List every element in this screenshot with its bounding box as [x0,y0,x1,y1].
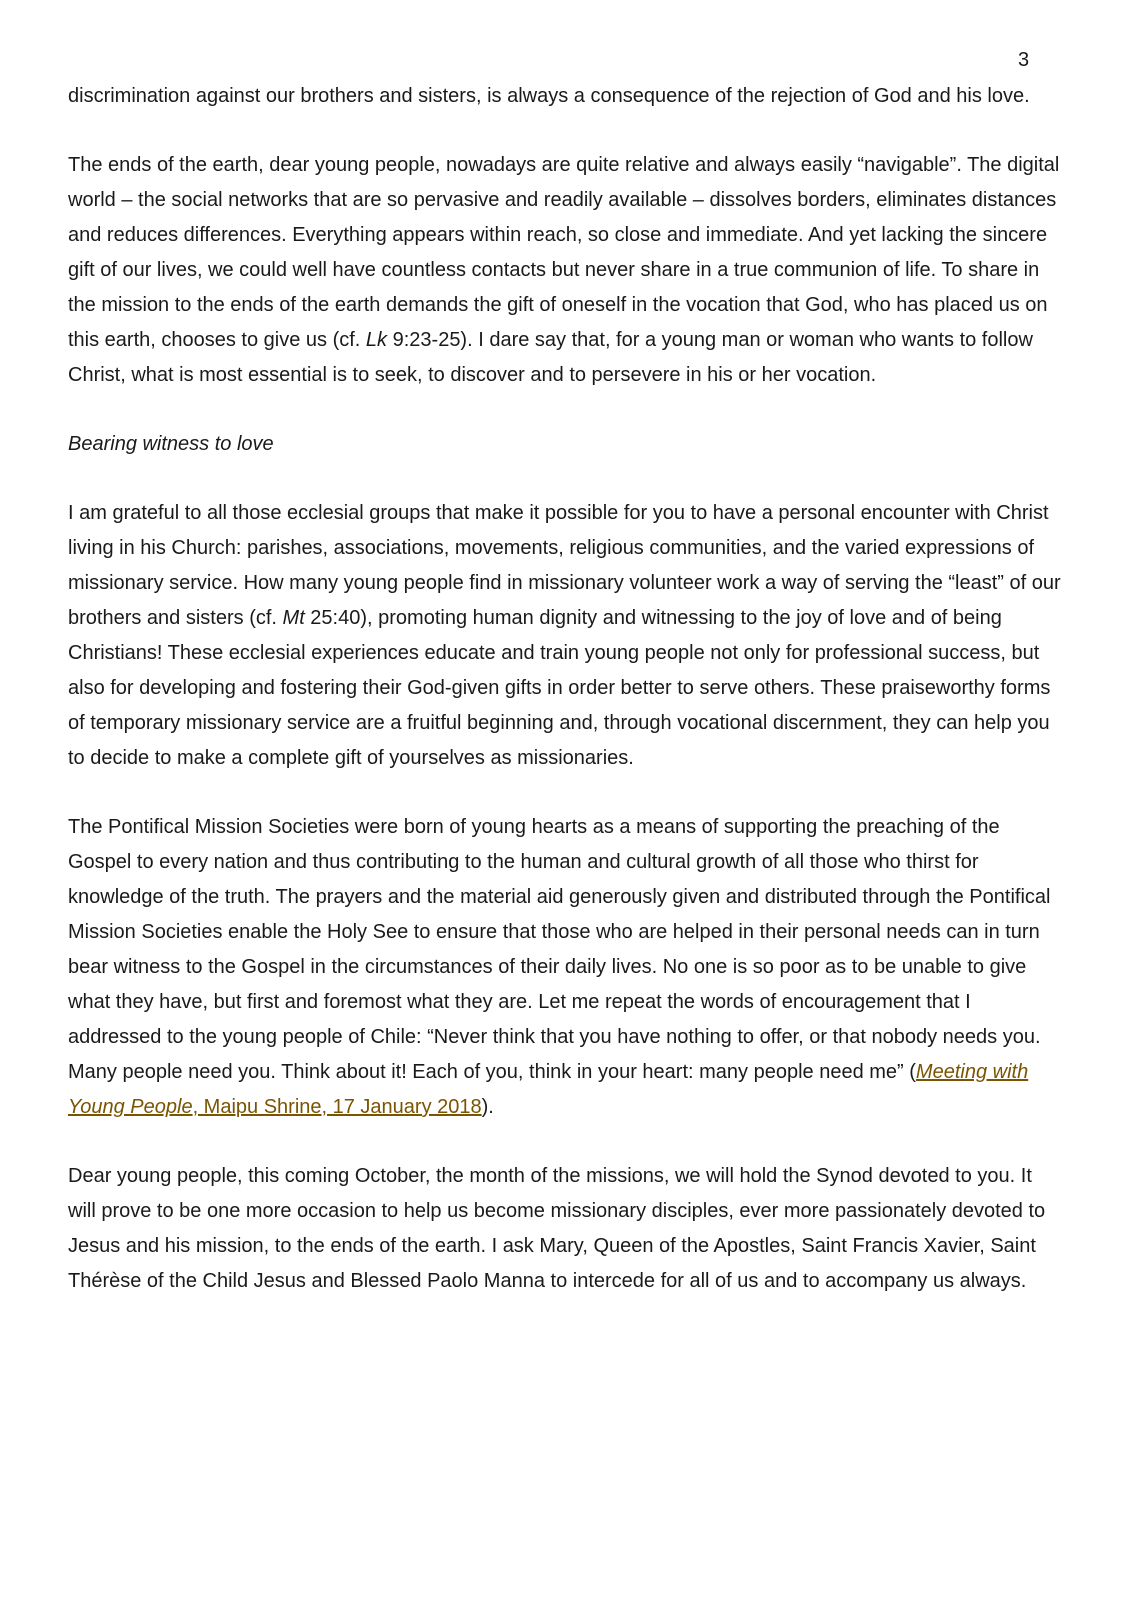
paragraph-3-text-b: 25:40), promoting human dignity and witnessing to the joy of love and of being Christians! These ecclesial experiences educate and train young people not only for professional success, but also for developing and fostering their God-given gifts in order better to serve others. These praiseworthy forms of temporary missionary service are a fruitful beginning and, through vocational discernment, they can help you to decide to make a complete gift of yourselves as missionaries. [68,607,1051,769]
paragraph-2 [68,148,1062,393]
paragraph-5: Dear young people, this coming October, the month of the missions, we will hold the Synod devoted to you. It will prove to be one more occasion to help us become missionary disciples, ever more passionately devoted to Jesus and his mission, to the ends of the earth. I ask Mary, Queen of the Apostles, Saint Francis Xavier, Saint Thérèse of the Child Jesus and Blessed Paolo Manna to intercede for all of us and to accompany us always. [68,1165,1046,1292]
paragraph-4 [68,810,1062,1125]
document-body [68,79,1062,1333]
paragraph-1: discrimination against our brothers and sisters, is always a consequence of the rejection of God and his love. [68,85,1030,107]
paragraph-4-text-b: ). [481,1096,494,1118]
paragraph-2-text-a: The ends of the earth, dear young people, nowadays are quite relative and always easily “navigable”. The digital world – the social networks that are so pervasive and readily available – dissolves borders, eliminates distances and reduces differences. Everything appears within reach, so close and immediate. And yet lacking the sincere gift of our lives, we could well have countless contacts but never share in a true communion of life. To share in the mission to the ends of the earth demands the gift of oneself in the vocation that God, who has placed us on this earth, chooses to give us (cf. [68,154,1060,351]
scripture-ref-mt: Mt [282,607,305,629]
paragraph-4-text-a: The Pontifical Mission Societies were born of young hearts as a means of supporting the preaching of the Gospel to every nation and thus contributing to the human and cultural growth of all those who thirst for knowledge of the truth. The prayers and the material aid generously given and distributed through the Pontifical Mission Societies enable the Holy See to ensure that those who are helped in their personal needs can in turn bear witness to the Gospel in the circumstances of their daily lives. No one is so poor as to be unable to give what they have, but first and foremost what they are. Let me repeat the words of encouragement that I addressed to the young people of Chile: “Never think that you have nothing to offer, or that nobody needs you. Many people need you. Think about it! Each of you, think in your heart: many people need me” ( [68,816,1051,1083]
paragraph-3 [68,496,1062,776]
meeting-link-title: Meeting with Young People [68,1061,1029,1118]
paragraph-3-text-a: I am grateful to all those ecclesial groups that make it possible for you to have a personal encounter with Christ living in his Church: parishes, associations, movements, religious communities, and the varied expressions of missionary service. How many young people find in missionary volunteer work a way of serving the “least” of our brothers and sisters (cf. [68,502,1061,629]
paragraph-2-text-b: 9:23-25). I dare say that, for a young man or woman who wants to follow Christ, what is most essential is to seek, to discover and to persevere in his or her vocation. [68,329,1033,386]
page-number: 3 [1018,49,1030,71]
section-subheading: Bearing witness to love [68,433,274,455]
meeting-link-rest: , Maipu Shrine, 17 January 2018 [192,1096,482,1118]
scripture-ref-lk: Lk [365,329,388,351]
